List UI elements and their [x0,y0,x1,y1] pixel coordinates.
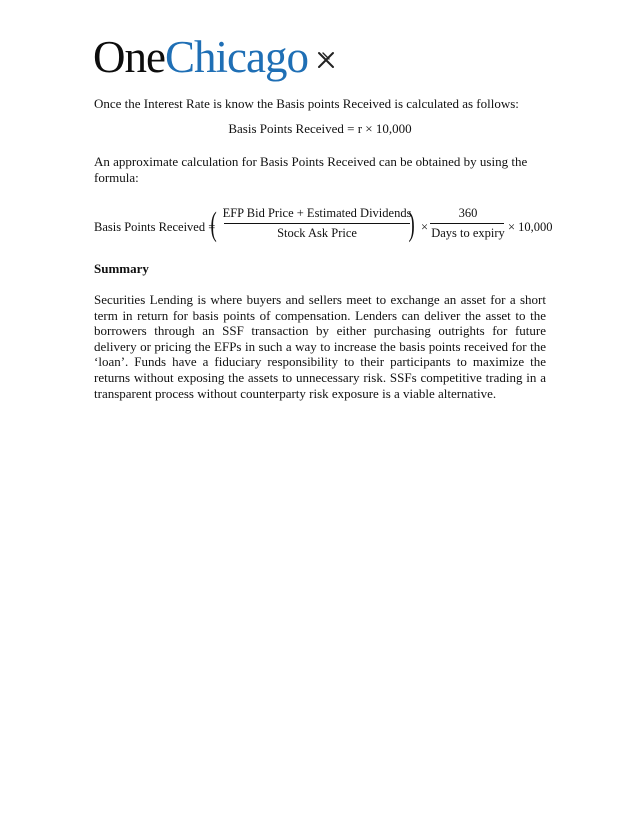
approximation-paragraph: An approximate calculation for Basis Points Received can be obtained by using the formula: [94,154,528,185]
logo-one-text: One [93,32,165,82]
right-paren: ) [408,206,415,243]
logo-chicago-text: Chicago [164,32,308,82]
fraction1-bar [224,223,410,224]
fraction2-bar [430,223,504,224]
basis-points-formula: Basis Points Received = r × 10,000 [228,121,412,136]
fraction2-numerator: 360 [458,206,478,220]
left-paren: ( [210,206,217,243]
onechicago-logo [93,30,336,84]
x-mark-icon [316,50,336,70]
times-sign: × [421,220,429,234]
formula-tail: × 10,000 [508,220,553,234]
intro-paragraph: Once the Interest Rate is know the Basis points Received is calculated as follows: [94,96,519,111]
summary-heading: Summary [94,261,149,276]
fraction2-denominator: Days to expiry [431,226,505,240]
summary-paragraph: Securities Lending is where buyers and sellers meet to exchange an asset for a short term in return for basis points of compensation. Lenders can deliver the asset to the borrowers through an SSF transaction by either purchasing outrights for future delivery or pricing the EFPs in such a way to increase the basis points received for the ‘loan’. Funds have a fiduciary responsibility to their participants to maximize the returns without exposing the assets to unnecessary risk. SSFs competitive trading in a transparent process without counterparty risk exposure is a viable alternative. [94,292,546,401]
fraction1-numerator: EFP Bid Price + Estimated Dividends [222,206,412,220]
formula-lhs: Basis Points Received = [94,220,216,234]
approximation-formula [94,206,554,246]
fraction1-denominator: Stock Ask Price [277,226,357,240]
